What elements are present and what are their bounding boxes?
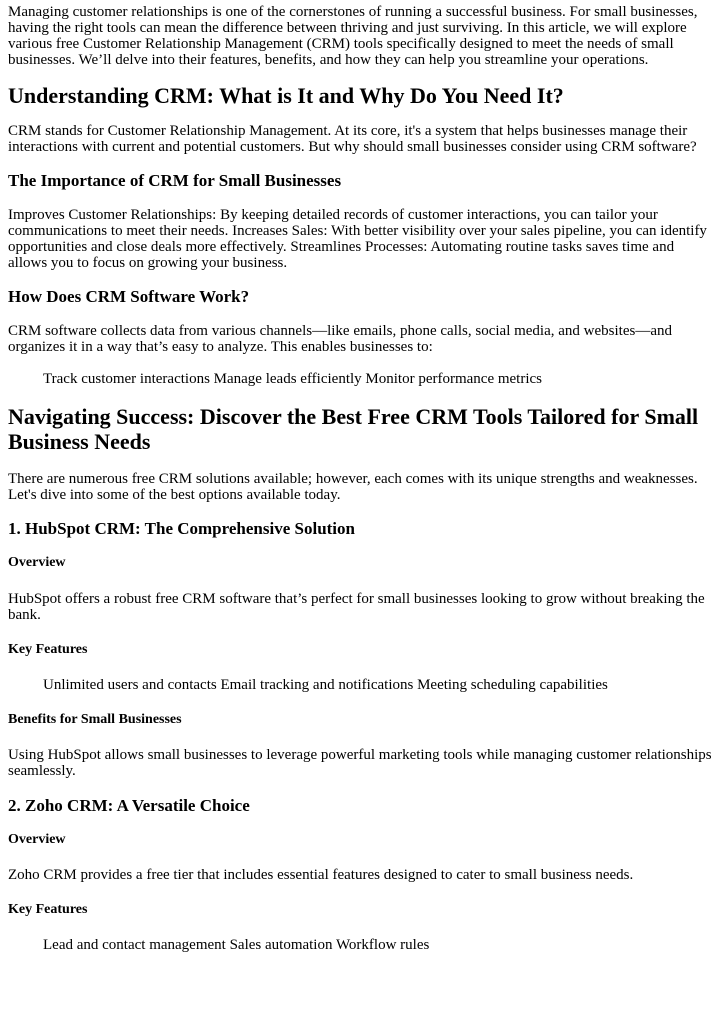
heading-hubspot-crm: 1. HubSpot CRM: The Comprehensive Solution (8, 519, 355, 538)
heading-hubspot-overview: Overview (8, 555, 66, 570)
heading-understanding-crm: Understanding CRM: What is It and Why Do You Need It? (8, 83, 564, 108)
heading-navigating-success: Navigating Success: Discover the Best Free CRM Tools Tailored for Small Business Needs (8, 404, 699, 454)
hubspot-benefits-paragraph: Using HubSpot allows small businesses to leverage powerful marketing tools while managing customer relationships seamlessly. (8, 747, 712, 779)
heading-zoho-key-features: Key Features (8, 902, 88, 917)
hubspot-overview-paragraph: HubSpot offers a robust free CRM software that’s perfect for small businesses looking to grow without breaking the bank. (8, 591, 705, 623)
heading-zoho-overview: Overview (8, 832, 66, 847)
how-crm-works-paragraph: CRM software collects data from various channels—like emails, phone calls, social media, and websites—and organizes it in a way that’s easy to analyze. This enables businesses to: (8, 323, 672, 355)
navigating-paragraph: There are numerous free CRM solutions available; however, each comes with its unique strengths and weaknesses. Let's dive into some of the best options available today. (8, 471, 698, 503)
how-crm-works-list: Track customer interactions Manage leads efficiently Monitor performance metrics (43, 371, 542, 387)
heading-hubspot-benefits: Benefits for Small Businesses (8, 712, 182, 727)
heading-hubspot-key-features: Key Features (8, 642, 88, 657)
intro-paragraph: Managing customer relationships is one of the cornerstones of running a successful business. For small businesses, having the right tools can mean the difference between thriving and just surviving. In this article, we will explore various free Customer Relationship Management (CRM) tools specifically designed to meet the needs of small businesses. We’ll delve into their features, benefits, and how they can help you streamline your operations. (8, 4, 698, 68)
heading-importance-of-crm: The Importance of CRM for Small Businesses (8, 171, 342, 190)
heading-zoho-crm: 2. Zoho CRM: A Versatile Choice (8, 796, 250, 815)
zoho-features-list: Lead and contact management Sales automation Workflow rules (43, 937, 430, 953)
heading-how-crm-works: How Does CRM Software Work? (8, 287, 250, 306)
understanding-paragraph: CRM stands for Customer Relationship Management. At its core, it's a system that helps businesses manage their interactions with current and potential customers. But why should small businesses consider using CRM software? (8, 123, 697, 155)
zoho-overview-paragraph: Zoho CRM provides a free tier that includes essential features designed to cater to small business needs. (8, 867, 634, 883)
importance-paragraph: Improves Customer Relationships: By keeping detailed records of customer interactions, you can tailor your communications to meet their needs. Increases Sales: With better visibility over your sales pipeline, you can identify opportunities and close deals more effectively. Streamlines Processes: Automating routine tasks saves time and allows you to focus on growing your business. (8, 207, 707, 271)
hubspot-features-list: Unlimited users and contacts Email tracking and notifications Meeting scheduling capabilities (43, 677, 608, 693)
